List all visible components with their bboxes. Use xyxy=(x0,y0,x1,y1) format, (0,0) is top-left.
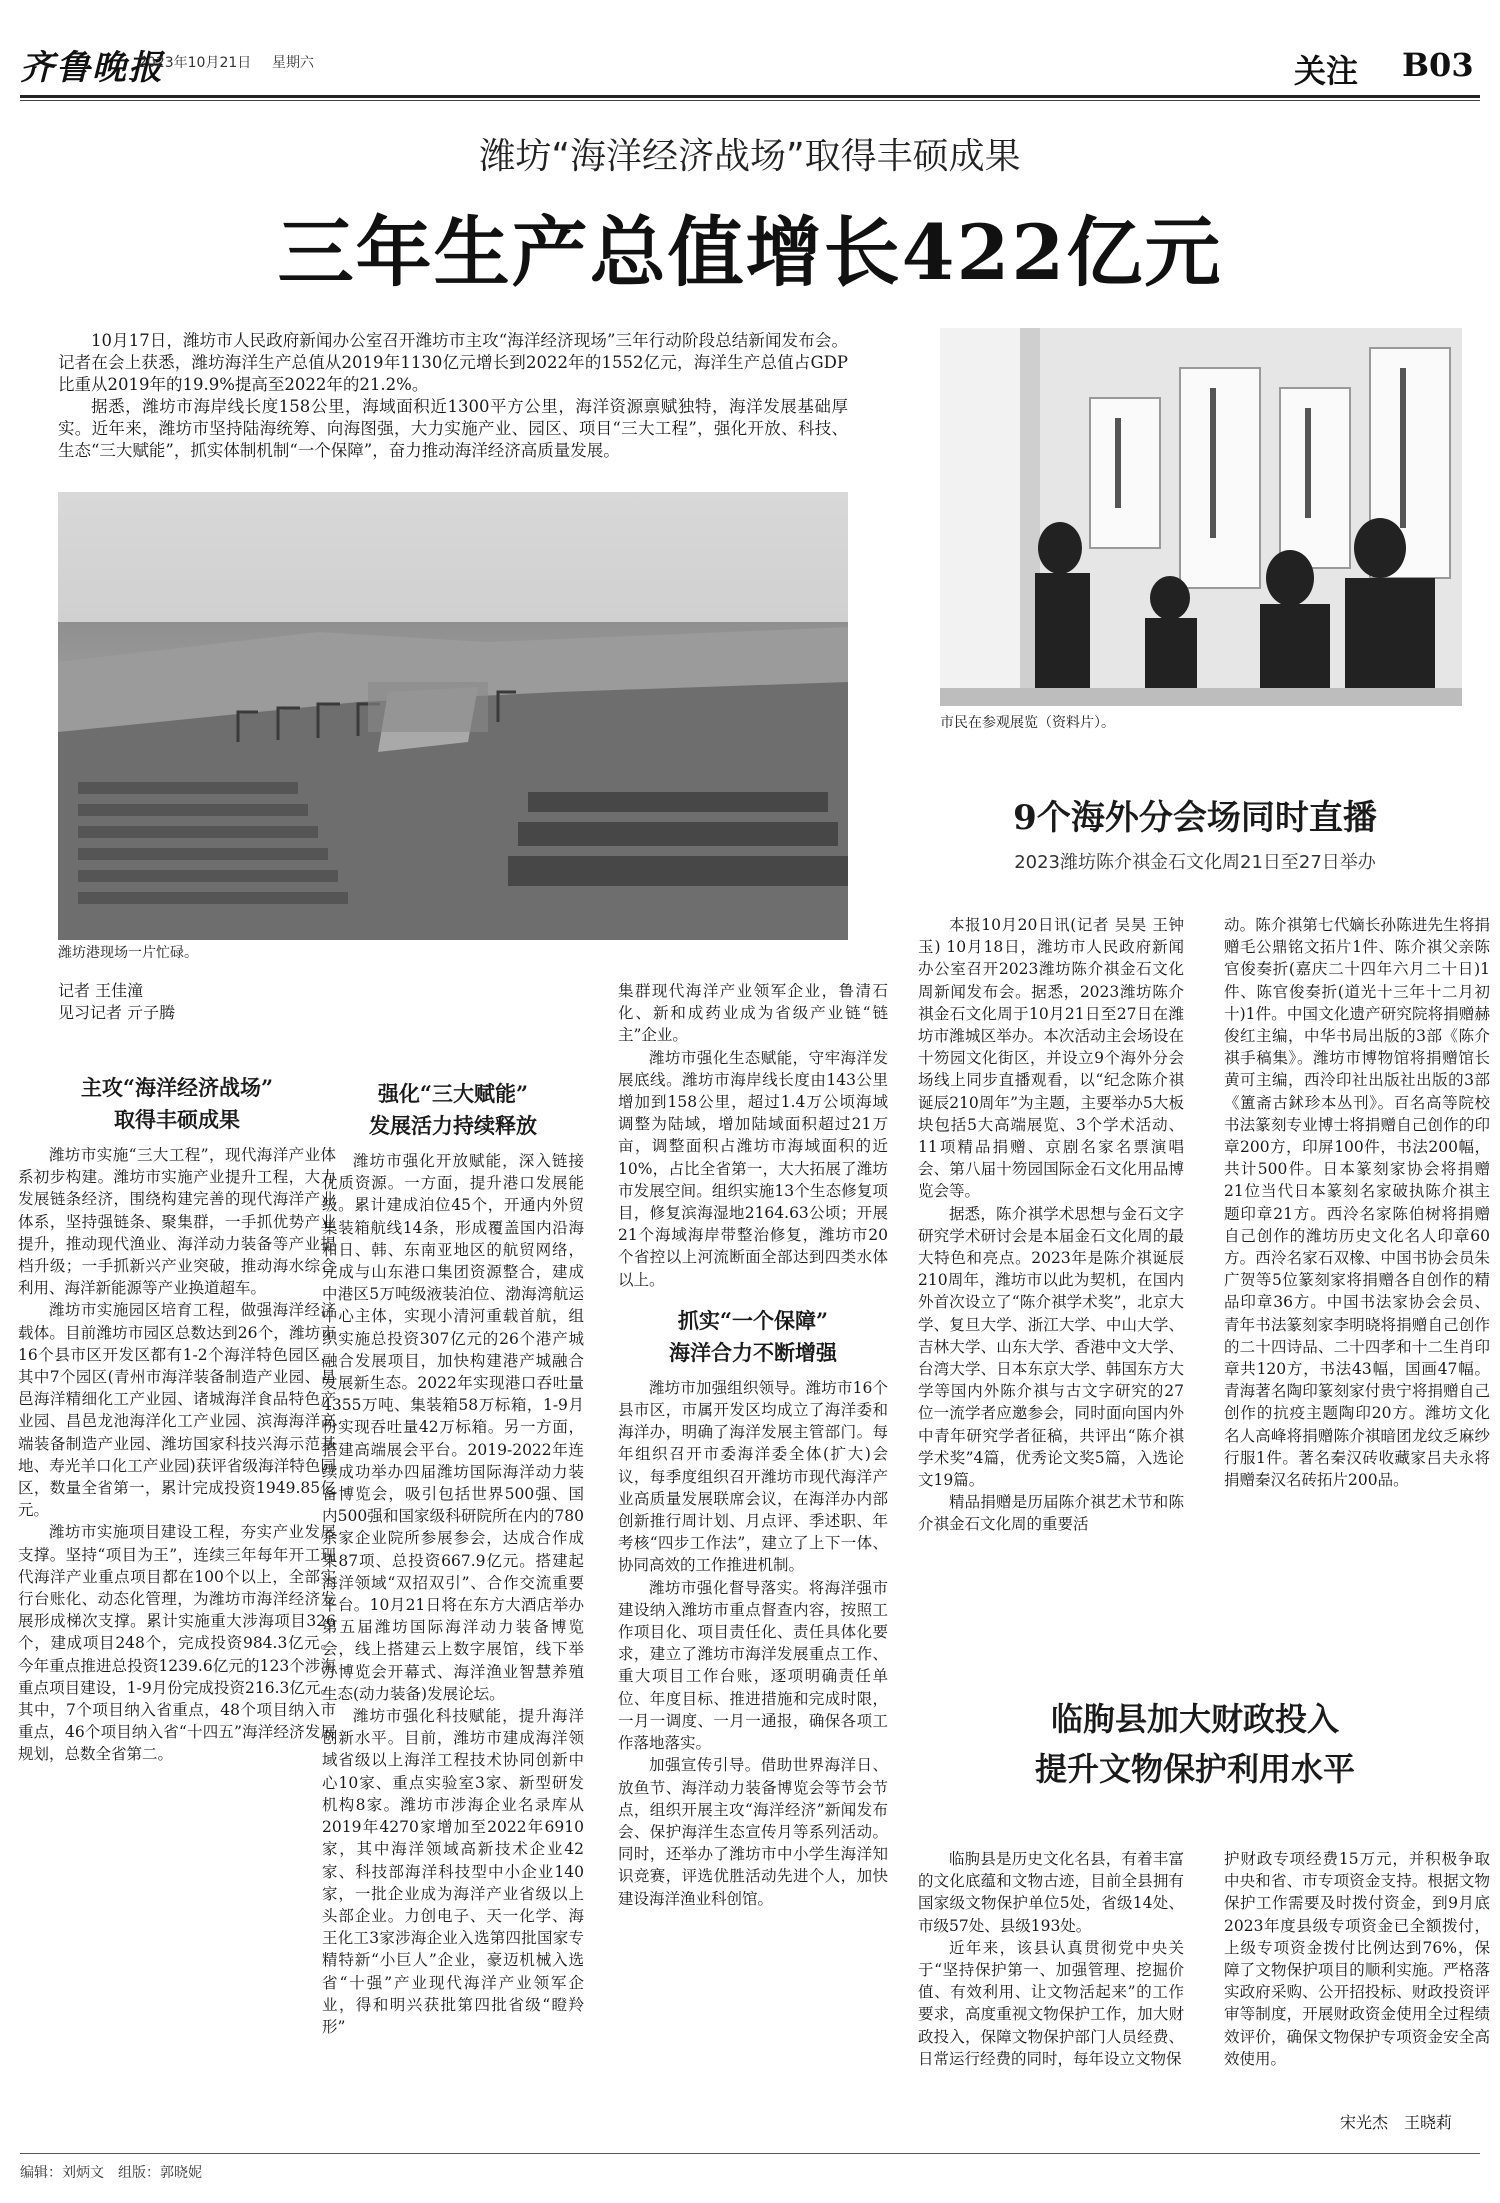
body-paragraph: 临朐县是历史文化名县，有着丰富的文化底蕴和文物古迹，目前全县拥有国家级文物保护单位5处，省级14处、市级57处、县级193处。 xyxy=(918,1850,1184,1935)
story2-subheadline: 2023潍坊陈介祺金石文化周21日至27日举办 xyxy=(1014,852,1376,873)
port-photo-caption: 潍坊港现场一片忙碌。 xyxy=(58,945,198,961)
section1-title-line: 主攻“海洋经济战场” xyxy=(80,1075,274,1100)
body-paragraph: 集群现代海洋产业领军企业，鲁清石化、新和成药业成为省级产业链“链主”企业。 xyxy=(618,982,888,1045)
main-headline: 三年生产总值增长422亿元 xyxy=(277,208,1223,297)
port-photo-image xyxy=(58,492,848,940)
body-paragraph: 潍坊市强化科技赋能，提升海洋创新水平。目前，潍坊市建成海洋领域省级以上海洋工程技术协同创新中心10家、重点实验室3家、新型研发机构8家。潍坊市涉海企业名录库从2019年4270家增加至2022年6910家，其中海洋领域高新技术企业42家、科技部海洋科技型中小企业140家，一批企业成为海洋产业省级以上头部企业。力创电子、天一化学、海王化工3家涉海企业入选第四批国家专精特新“小巨人”企业，豪迈机械入选省“十强”产业现代海洋产业领军企业，得和明兴获批第四批省级“瞪羚形” xyxy=(322,1707,584,2036)
body-paragraph: 本报10月20日讯(记者 吴昊 王钟玉) 10月18日，潍坊市人民政府新闻办公室召开2023潍坊陈介祺金石文化周新闻发布会。据悉，2023潍坊陈介祺金石文化周于10月21日至27日在潍坊市潍城区举办。本次活动主会场设在十笏园文化街区，并设立9个海外分会场线上同步直播观看，以“纪念陈介祺诞辰210周年”为主题，主要举办5大板块包括5大高端展览、3个学术活动、11项精品捐赠、京剧名家名票演唱会、第八届十笏园国际金石文化用品博览会等。 xyxy=(918,916,1184,1201)
section2-title xyxy=(322,1078,584,1142)
section3-title-line: 抓实“一个保障” xyxy=(677,1307,829,1333)
column-g xyxy=(1224,1848,1490,2070)
body-paragraph: 护财政专项经费15万元，并积极争取中央和省、市专项资金支持。根据文物保护工作需要及时拨付资金，到9月底2023年度县级专项资金已全额拨付，上级专项资金拨付比例达到76%，保障了文物保护项目的顺利实施。严格落实政府采购、公开招投标、财政投资评审等制度，开展财政资金使用全过程绩效评价，确保文物保护专项资金安全高效使用。 xyxy=(1224,1850,1490,2068)
header-rule xyxy=(20,95,1480,98)
body-paragraph: 潍坊市强化督导落实。将海洋强市建设纳入潍坊市重点督查内容，按照工作项目化、项目责任化、责任具体化要求，建立了潍坊市海洋发展重点工作、重大项目工作台账，逐项明确责任单位、年度目标、推进措施和完成时限，一月一调度、一月一通报，确保各项工作落地落实。 xyxy=(618,1578,888,1753)
page-number: B03 xyxy=(1402,46,1474,84)
body-paragraph: 潍坊市实施项目建设工程，夯实产业发展支撑。坚持“项目为王”，连续三年每年开工现代海洋产业重点项目都在100个以上，全部实行台账化、动态化管理，为潍坊市海洋经济发展形成梯次支撑。累计实施重大涉海项目326个，建成项目248个，完成投资984.3亿元。今年重点推进总投资1239.6亿元的123个涉海重点项目建设，1-9月份完成投资216.3亿元。其中，7个项目纳入省重点，48个项目纳入市重点，46个项目纳入省“十四五”海洋经济发展规划，总数全省第二。 xyxy=(18,1523,336,1764)
body-paragraph: 近年来，该县认真贯彻党中央关于“坚持保护第一、加强管理、挖掘价值、有效利用、让文物活起来”的工作要求，高度重视文物保护工作，加大财政投入，保障文物保护部门人员经费、日常运行经费的同时，每年设立文物保 xyxy=(918,1938,1184,2068)
section2-title-line: 强化“三大赋能” xyxy=(377,1081,529,1106)
body-paragraph: 潍坊市强化生态赋能，守牢海洋发展底线。潍坊市海岸线长度由143公里增加到158公里，超过1.4万公顷海域调整为陆域，增加陆域面积超过21万亩，调整面积占潍坊市海域面积的近10%，占比全省第一，大大拓展了潍坊市发展空间。组织实施13个生态修复项目，修复滨海湿地2164.63公顷；开展21个海域海岸带整治修复，潍坊市20个省控以上河流断面全部达到四类水体以上。 xyxy=(618,1048,888,1289)
story2-headline: 9个海外分会场同时直播 xyxy=(1013,798,1377,838)
column-d xyxy=(918,914,1184,1536)
section-name: 关注 xyxy=(1294,52,1359,90)
issue-weekday: 星期六 xyxy=(272,55,314,71)
body-paragraph: 潍坊市实施“三大工程”，现代海洋产业体系初步构建。潍坊市实施产业提升工程，大力发展链条经济，围绕构建完善的现代海洋产业体系，坚持强链条、聚集群，一手抓优势产业提升，推动现代渔业、海洋动力装备等产业提档升级；一手抓新兴产业突破，推动海水综合利用、海洋新能源等产业换道超车。 xyxy=(18,1146,336,1298)
byline-intern: 见习记者 亓子腾 xyxy=(58,1003,176,1022)
body-paragraph: 加强宣传引导。借助世界海洋日、放鱼节、海洋动力装备博览会等节会节点，组织开展主攻“海洋经济”新闻发布会、保护海洋生态宣传月等系列活动。同时，还举办了潍坊市中小学生海洋知识竞赛，评选优胜活动先进个人，加快建设海洋渔业科创馆。 xyxy=(618,1756,888,1908)
main-lead xyxy=(58,330,848,462)
body-paragraph: 潍坊市强化开放赋能，深入链接优质资源。一方面，提升港口发展能级。累计建成泊位45个，开通内外贸集装箱航线14条，形成覆盖国内沿海和日、韩、东南亚地区的航贸网络，完成与山东港口集团资源整合，建成中港区5万吨级液装泊位、渤海湾航运中心主体，实现小清河重载首航，组织实施总投资307亿元的26个港产城融合发展项目，加快构建港产城融合发展新生态。2022年实现港口吞吐量4355万吨、集装箱58万标箱，1-9月份实现吞吐量42万标箱。另一方面，搭建高端展会平台。2019-2022年连续成功举办四届潍坊国际海洋动力装备博览会，吸引包括世界500强、国内500强和国家级科研院所在内的780余家企业院所参展参会，达成合作成果87项、总投资667.9亿元。搭建起海洋领域“双招双引”、合作交流重要平台。10月21日将在东方大酒店举办第五届潍坊国际海洋动力装备博览会，线上搭建云上数字展馆，线下举办博览会开幕式、海洋渔业智慧养殖生态(动力装备)发展论坛。 xyxy=(322,1152,584,1703)
footer-editor: 编辑：刘炳文 组版：郭晓妮 xyxy=(20,2165,202,2181)
story3-headline-line: 临朐县加大财政投入 xyxy=(1050,1700,1339,1738)
body-paragraph: 精品捐赠是历届陈介祺艺术节和陈介祺金石文化周的重要活 xyxy=(918,1493,1184,1534)
column-a xyxy=(18,1072,336,1766)
body-paragraph: 动。陈介祺第七代嫡长孙陈进先生将捐赠毛公鼎铭文拓片1件、陈介祺父亲陈官俊奏折(嘉庆二十四年六月二十日)1件、陈官俊奏折(道光十三年十二月初十)1件。中国文化遗产研究院将捐赠赫俊红主编，中华书局出版的3部《陈介祺手稿集》。潍坊市博物馆将捐赠馆长黄可主编，西泠印社出版社出版的3部《簠斋古鉥珍本丛刊》。百名高等院校书法篆刻专业博士将捐赠自己创作的印章200方，印屏100件，书法200幅，共计500件。日本篆刻家协会将捐赠21位当代日本篆刻名家破执陈介祺主题印章21方。西泠名家陈伯树将捐赠自己创作的潍坊历史文化名人印章60方。西泠名家石双橡、中国书协会员朱广贺等5位篆刻家将捐赠各自创作的精品印章36方。中国书法家协会会员、青年书法篆刻家李明晓将捐赠自己创作的二十四诗品、二十四孝和十二生肖印章共120方，书法43幅，国画47幅。青海著名陶印篆刻家付贵宁将捐赠自己创作的抗疫主题陶印20方。潍坊文化名人高峰将捐赠陈介祺暗团龙纹乏麻纱行服1件。著名秦汉砖收藏家吕夫永将捐赠秦汉名砖拓片200品。 xyxy=(1224,916,1490,1490)
main-subheadline: 潍坊“海洋经济战场”取得丰硕成果 xyxy=(479,136,1021,177)
exhibition-photo-image xyxy=(940,328,1462,706)
exhibition-photo xyxy=(940,328,1462,706)
issue-date: 2023年10月21日 xyxy=(138,55,252,71)
lead-paragraph: 10月17日，潍坊市人民政府新闻办公室召开潍坊市主攻“海洋经济现场”三年行动阶段总结新闻发布会。记者在会上获悉，潍坊海洋生产总值从2019年1130亿元增长到2022年的1552亿元，海洋生产总值占GDP比重从2019年的19.9%提高至2022年的21.2%。 xyxy=(58,331,848,394)
newspaper-logo: 齐鲁晚报 xyxy=(20,48,164,88)
story3-author: 宋光杰 王晓莉 xyxy=(1340,2113,1453,2132)
story3-headline-line: 提升文物保护利用水平 xyxy=(1034,1750,1355,1788)
lead-paragraph: 据悉，潍坊市海岸线长度158公里，海域面积近1300平方公里，海洋资源禀赋独特，海洋发展基础厚实。近年来，潍坊市坚持陆海统筹、向海图强，大力实施产业、园区、项目“三大工程”，强化开放、科技、生态“三大赋能”，抓实体制机制“一个保障”，奋力推动海洋经济高质量发展。 xyxy=(58,397,848,460)
column-e xyxy=(1224,914,1490,1491)
column-f xyxy=(918,1848,1184,2070)
exhibition-photo-caption: 市民在参观展览（资料片）。 xyxy=(940,715,1115,731)
byline-reporter: 记者 王佳潼 xyxy=(58,981,144,1000)
story3-headline xyxy=(890,1694,1500,1794)
column-b xyxy=(322,1078,584,2038)
section1-title xyxy=(18,1072,336,1136)
body-paragraph: 潍坊市加强组织领导。潍坊市16个县市区，市属开发区均成立了海洋委和海洋办，明确了海洋发展主管部门。每年组织召开市委海洋委全体(扩大)会议，每季度组织召开潍坊市现代海洋产业高质量发展联席会议，在海洋办内部创新推行周计划、月点评、季述职、年考核“四步工作法”，建立了上下一体、协同高效的工作推进机制。 xyxy=(618,1378,888,1575)
body-paragraph: 据悉，陈介祺学术思想与金石文字研究学术研讨会是本届金石文化周的最大特色和亮点。2023年是陈介祺诞辰210周年，潍坊市以此为契机，在国内外首次设立了“陈介祺学术奖”，北京大学、复旦大学、浙江大学、中山大学、吉林大学、山东大学、香港中文大学、台湾大学、日本东京大学、韩国东方大学等国内外陈介祺与古文字研究的27位一流学者应邀参会，同时面向国内外中青年研究学者征稿，共评出“陈介祺学术奖”4篇，优秀论文奖5篇，入选论文19篇。 xyxy=(918,1204,1184,1490)
footer-rule xyxy=(20,2153,1480,2154)
section3-title xyxy=(618,1305,888,1369)
byline xyxy=(58,980,175,1024)
body-paragraph: 潍坊市实施园区培育工程，做强海洋经济载体。目前潍坊市园区总数达到26个，潍坊市16个县市区开发区都有1-2个海洋特色园区，其中7个园区(青州市海洋装备制造产业园、昌邑海洋精细化工产业园、诸城海洋食品特色产业园、昌邑龙池海洋化工产业园、滨海海洋高端装备制造产业园、潍坊国家科技兴海示范基地、寿光羊口化工产业园)获评省级海洋特色园区，数量全省第一，累计完成投资1949.85亿元。 xyxy=(18,1301,336,1520)
header-rule-thin xyxy=(20,100,1480,101)
column-c xyxy=(618,980,888,1910)
port-photo xyxy=(58,492,848,940)
section3-title-line: 海洋合力不断增强 xyxy=(669,1339,837,1365)
section1-title-line: 取得丰硕成果 xyxy=(114,1107,240,1132)
section2-title-line: 发展活力持续释放 xyxy=(369,1113,537,1138)
